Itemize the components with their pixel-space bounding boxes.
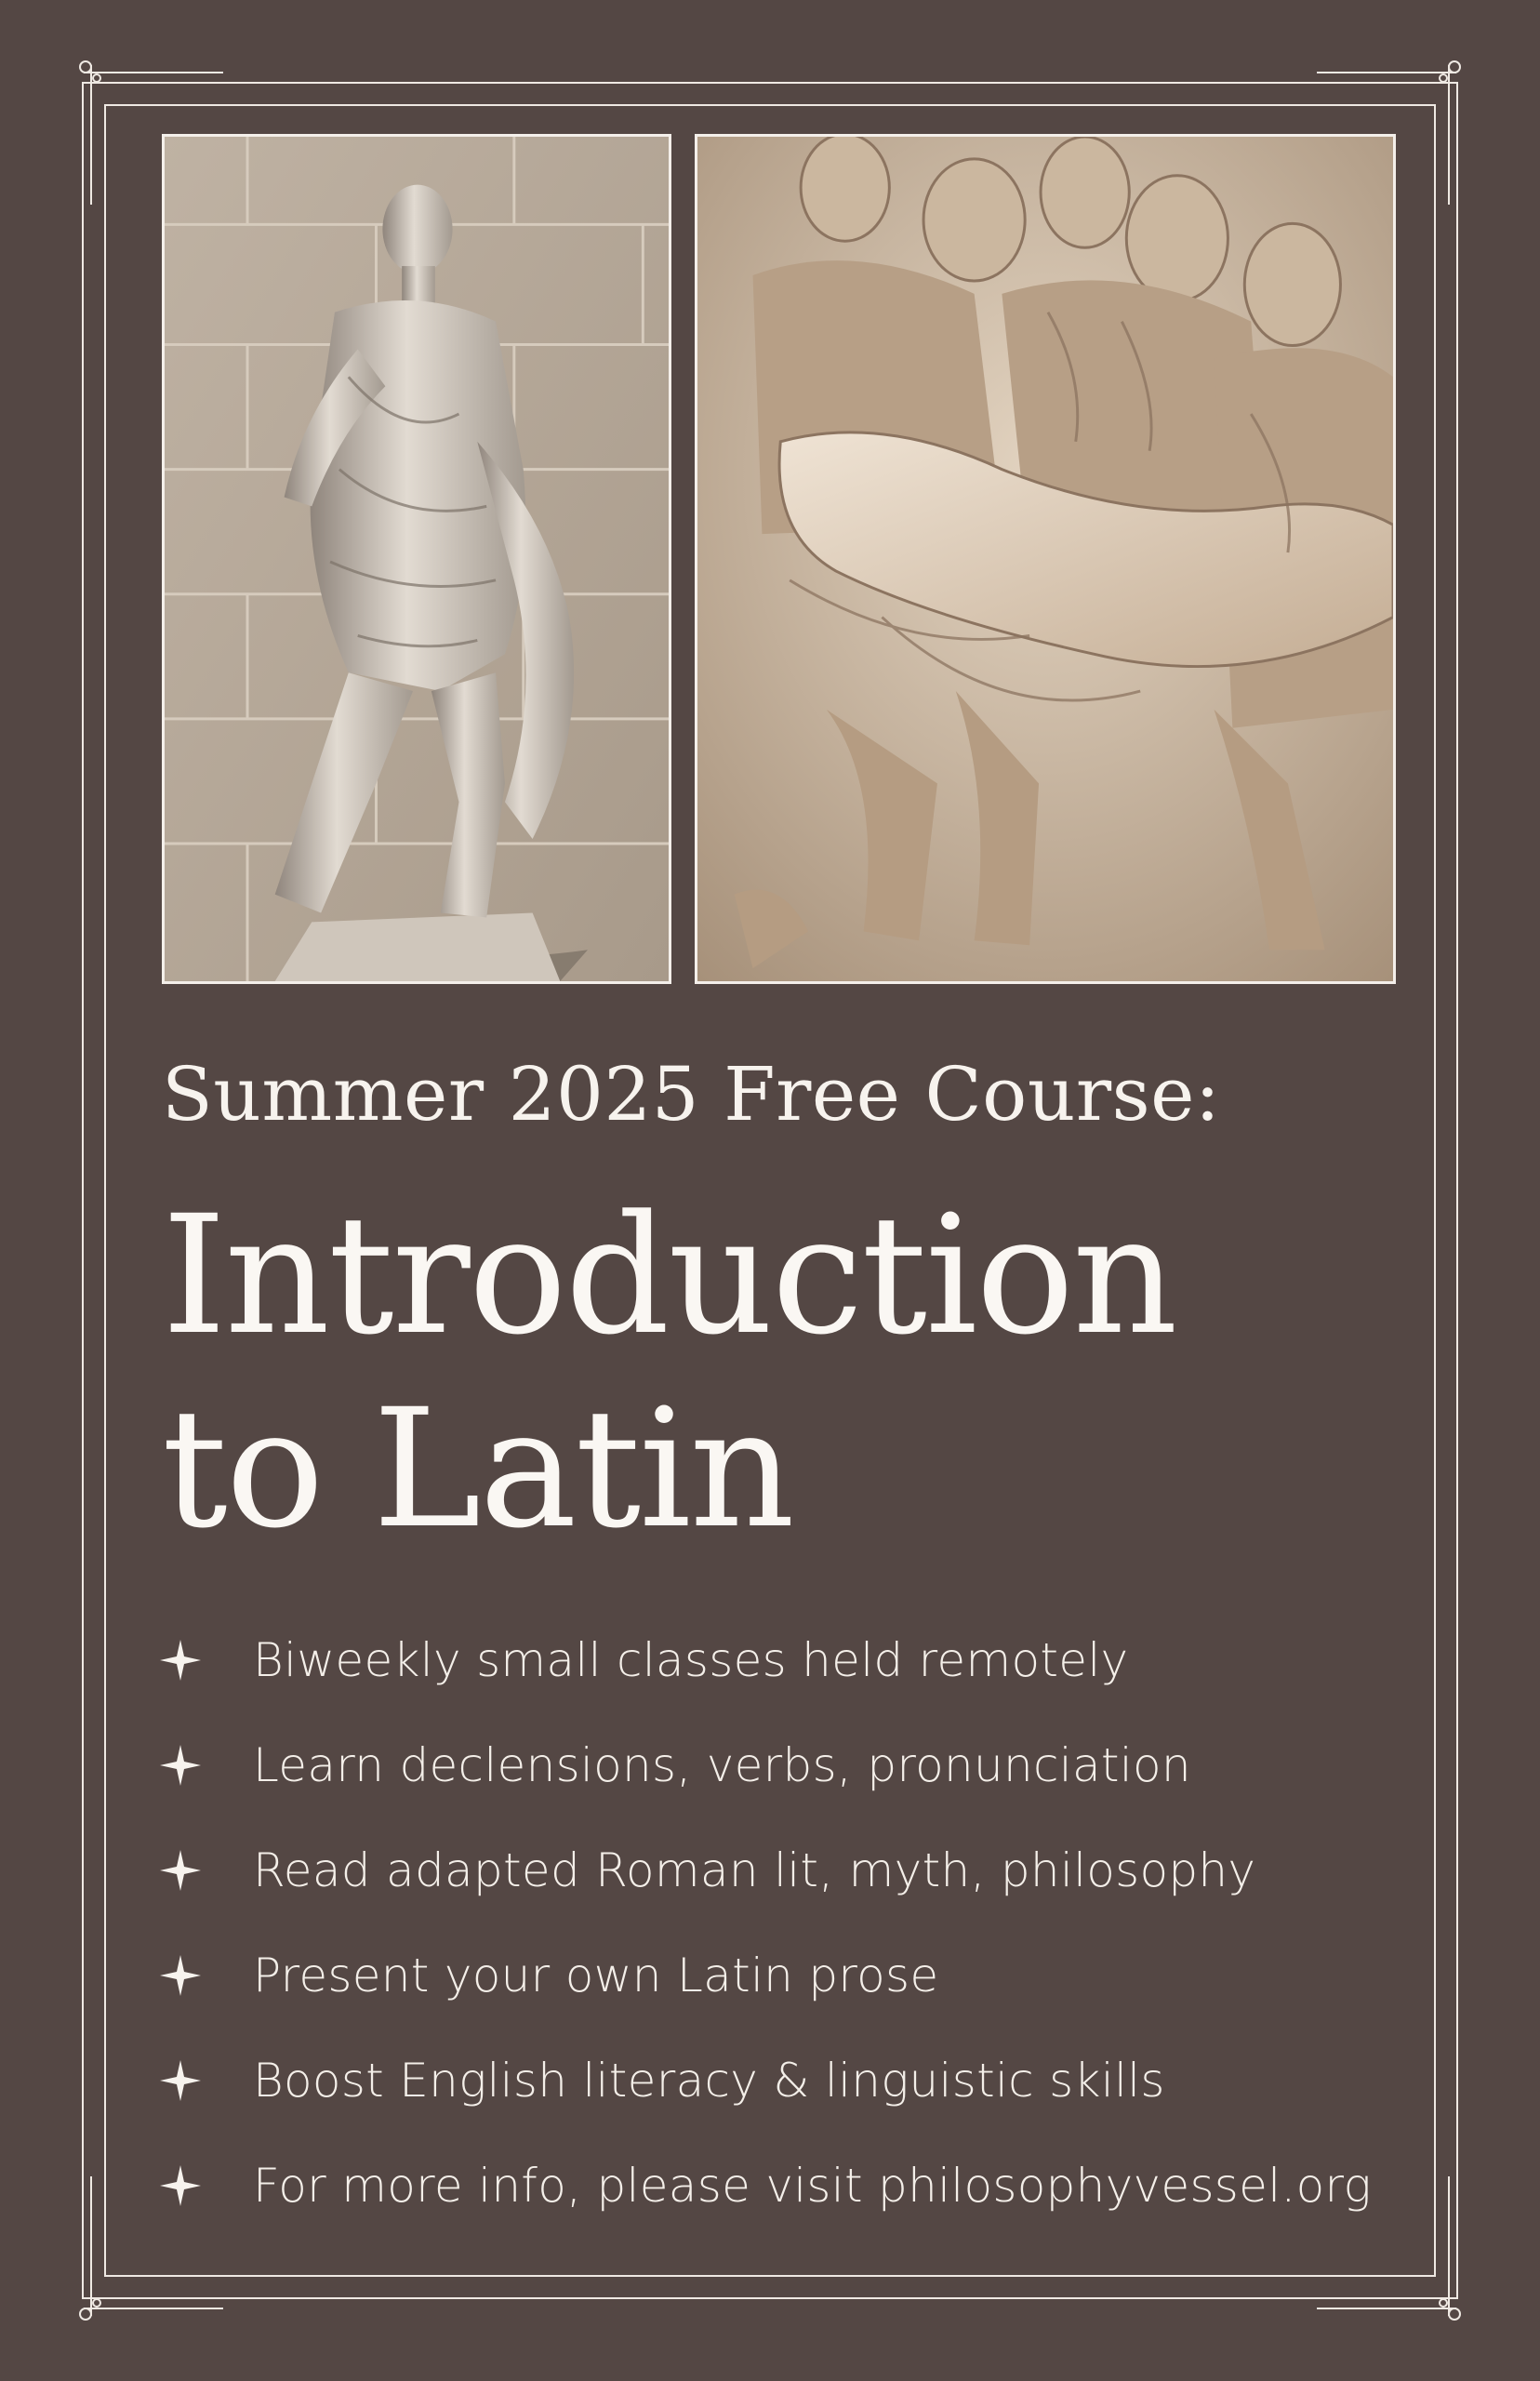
list-item-text: Present your own Latin prose bbox=[253, 1948, 939, 2002]
statue-photo bbox=[162, 134, 671, 984]
four-point-star-icon bbox=[158, 2058, 203, 2103]
list-item-text: Learn declensions, verbs, pronunciation bbox=[253, 1737, 1191, 1792]
four-point-star-icon bbox=[158, 1953, 203, 1998]
statue-illustration bbox=[165, 137, 669, 981]
list-item-text: Biweekly small classes held remotely bbox=[253, 1632, 1129, 1687]
four-point-star-icon bbox=[158, 1638, 203, 1683]
feature-list bbox=[158, 1607, 1423, 2238]
list-item bbox=[158, 1712, 1423, 1817]
title-line-1: Introduction bbox=[162, 1180, 1176, 1371]
list-item bbox=[158, 1922, 1423, 2028]
four-point-star-icon bbox=[158, 2163, 203, 2208]
list-item bbox=[158, 2133, 1423, 2238]
four-point-star-icon bbox=[158, 1743, 203, 1788]
info-link-text: For more info, please visit philosophyvessel.org bbox=[253, 2158, 1372, 2213]
title-line-2: to Latin bbox=[162, 1374, 793, 1564]
course-subtitle: Summer 2025 Free Course: bbox=[162, 1051, 1221, 1137]
list-item-text: Boost English literacy & linguistic skills bbox=[253, 2053, 1165, 2108]
list-item bbox=[158, 1607, 1423, 1712]
list-item bbox=[158, 2028, 1423, 2133]
relief-illustration bbox=[697, 137, 1393, 981]
course-title bbox=[162, 1179, 1408, 1566]
list-item bbox=[158, 1817, 1423, 1922]
relief-photo bbox=[695, 134, 1396, 984]
four-point-star-icon bbox=[158, 1848, 203, 1893]
list-item-text: Read adapted Roman lit, myth, philosophy bbox=[253, 1842, 1256, 1897]
